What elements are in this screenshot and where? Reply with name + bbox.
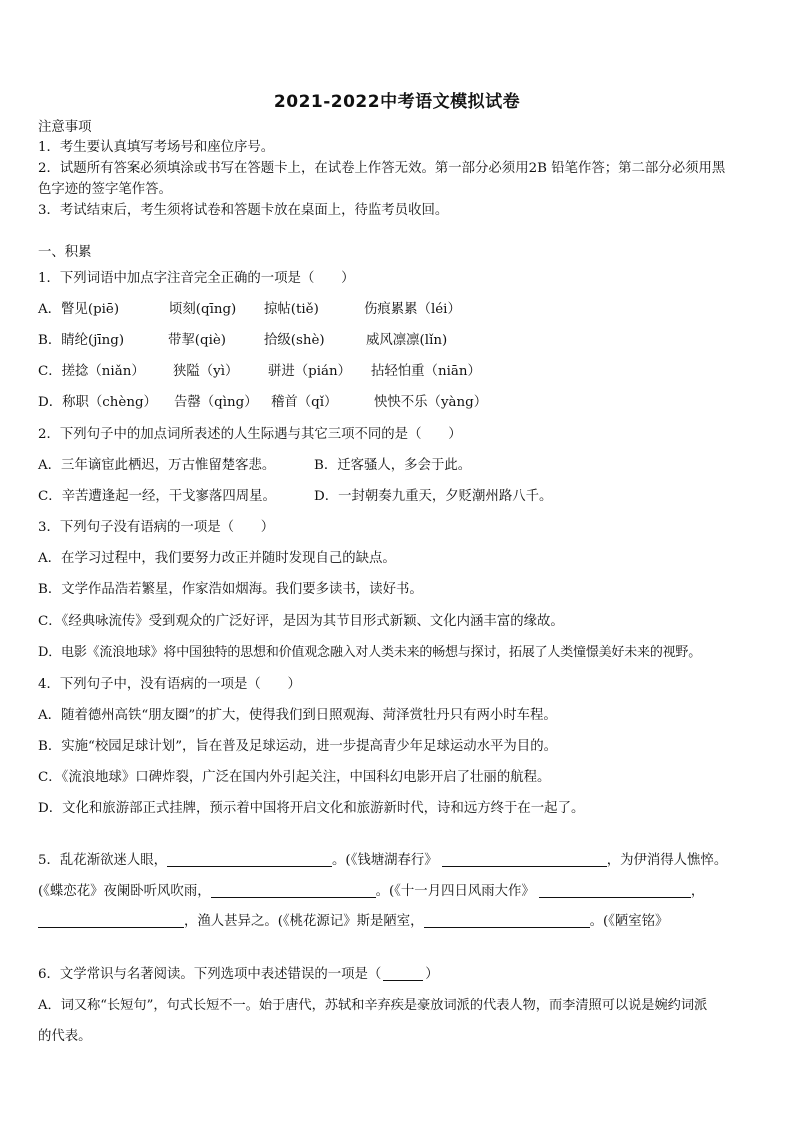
- option: B．迁客骚人，多会于此。: [314, 458, 472, 473]
- option: C．辛苦遭逢起一经，干戈寥落四周星。: [38, 489, 276, 504]
- option: 拈轻怕重（niān）: [371, 364, 481, 379]
- question-text: (《蝶恋花》夜阑卧听风吹雨，: [38, 884, 211, 899]
- option: 掠帖(tiě): [264, 302, 319, 317]
- option: C．《流浪地球》口碑炸裂，广泛在国内外引起关注，中国科幻电影开启了壮丽的航程。: [38, 770, 551, 785]
- question-stem: 1．下列词语中加点字注音完全正确的一项是（ ）: [38, 271, 355, 286]
- section-heading: 一、积累: [38, 245, 92, 260]
- option: 拾级(shè): [264, 333, 325, 348]
- answer-blank[interactable]: [424, 913, 590, 928]
- option: C．搓捻（niǎn）: [38, 364, 145, 379]
- question-text: ，为伊消得人憔悴。: [606, 853, 728, 868]
- option: B．文学作品浩若繁星，作家浩如烟海。我们要多读书，读好书。: [38, 582, 423, 597]
- option: 告罄（qìng）: [174, 395, 258, 410]
- option: 骈进（pián）: [268, 364, 352, 379]
- option: 怏怏不乐（yàng）: [374, 395, 488, 410]
- question-text: ，渔人甚异之。(《桃花源记》斯是陋室，: [184, 914, 424, 929]
- answer-blank[interactable]: [383, 966, 423, 981]
- option: A．在学习过程中，我们要努力改正并随时发现自己的缺点。: [38, 551, 396, 566]
- answer-blank[interactable]: [38, 913, 184, 928]
- option: 的代表。: [38, 1029, 92, 1044]
- answer-blank[interactable]: [539, 883, 691, 898]
- answer-blank[interactable]: [167, 852, 332, 867]
- question-stem: 3．下列句子没有语病的一项是（ ）: [38, 520, 275, 535]
- question-text: ）: [425, 967, 439, 982]
- option: D．电影《流浪地球》将中国独特的思想和价值观念融入对人类未来的畅想与探讨，拓展了人类憧憬美好未来的视野。: [38, 645, 702, 660]
- notice-heading: 注意事项: [38, 120, 92, 135]
- question-text: 5．乱花渐欲迷人眼，: [38, 853, 168, 868]
- option: D．称职（chèng）: [38, 395, 157, 410]
- question-text: 。(《钱塘湖春行》: [332, 853, 438, 868]
- option: 顷刻(qīng): [169, 302, 237, 317]
- question-stem: [38, 966, 439, 984]
- notice-item: 3．考试结束后，考生须将试卷和答题卡放在桌面上，待监考员收回。: [38, 203, 449, 218]
- question-stem: 4．下列句子中，没有语病的一项是（ ）: [38, 677, 301, 692]
- question-stem: 2．下列句子中的加点词所表述的人生际遇与其它三项不同的是（ ）: [38, 427, 462, 442]
- notice-item: 2．试题所有答案必须填涂或书写在答题卡上，在试卷上作答无效。第一部分必须用2B 铅笔作答；第二部分必须用黑: [38, 161, 726, 176]
- answer-blank[interactable]: [211, 883, 376, 898]
- question-text: 。(《陋室铭》: [589, 914, 669, 929]
- option: B．实施“校园足球计划”，旨在普及足球运动，进一步提高青少年足球运动水平为目的。: [38, 739, 557, 754]
- notice-item: 色字迹的签字笔作答。: [38, 182, 172, 197]
- option: A．三年谪宦此栖迟，万古惟留楚客悲。: [38, 458, 276, 473]
- option: 威风凛凛(lǐn): [366, 333, 448, 348]
- option: A．瞥见(piē): [38, 302, 120, 317]
- answer-blank[interactable]: [442, 852, 607, 867]
- question-text: 6．文学常识与名著阅读。下列选项中表述错误的一项是（: [38, 967, 382, 982]
- notice-item: 1．考生要认真填写考场号和座位序号。: [38, 140, 275, 155]
- question-text: 。(《十一月四日风雨大作》: [375, 884, 535, 899]
- question-line: [38, 852, 727, 870]
- option: 伤痕累累（léi）: [364, 302, 461, 317]
- option: A．随着德州高铁“朋友圈”的扩大，使得我们到日照观海、菏泽赏牡丹只有两小时车程。: [38, 708, 557, 723]
- option: C．《经典咏流传》受到观众的广泛好评，是因为其节目形式新颖、文化内涵丰富的缘故。: [38, 614, 564, 629]
- option: 带挈(qiè): [168, 333, 227, 348]
- option: D．一封朝奏九重天，夕贬潮州路八千。: [314, 489, 553, 504]
- question-text: ，: [690, 884, 705, 899]
- question-line: [38, 883, 704, 901]
- option: B．睛纶(jīng): [38, 333, 125, 348]
- option: D．文化和旅游部正式挂牌，预示着中国将开启文化和旅游新时代，诗和远方终于在一起了。: [38, 801, 585, 816]
- option: 稽首（qǐ）: [271, 395, 338, 410]
- page-title: 2021-2022中考语文模拟试卷: [273, 92, 521, 112]
- question-line: [38, 913, 668, 931]
- option: A．词又称“长短句”，句式长短不一。始于唐代，苏轼和辛弃疾是豪放词派的代表人物，而李清照可以说是婉约词派: [38, 998, 708, 1013]
- option: 狭隘（yì）: [173, 364, 239, 379]
